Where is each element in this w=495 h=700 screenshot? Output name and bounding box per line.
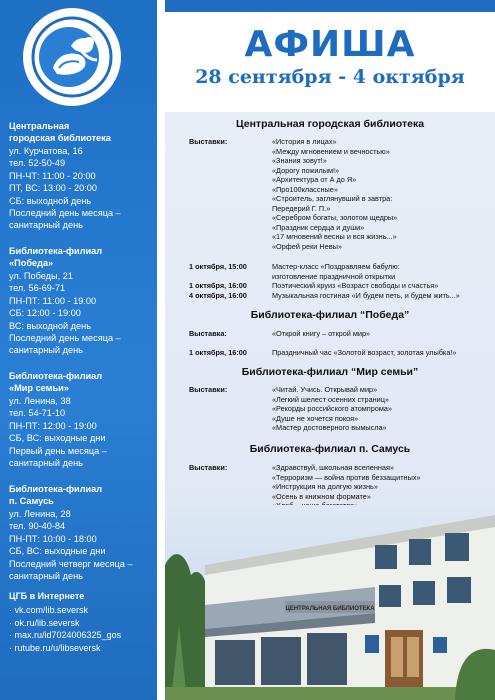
hours: ПН-ПТ: 12:00 - 19:00 — [9, 420, 97, 431]
branch-central — [9, 121, 154, 232]
hours: СБ: выходной день — [9, 195, 92, 206]
hours: ПТ, ВС: 13:00 - 20:00 — [9, 183, 98, 194]
event-label: Выставки: — [189, 463, 228, 472]
link-vk[interactable]: · vk.com/lib.seversk — [9, 604, 154, 616]
internet-title: ЦГБ в Интернете — [9, 591, 85, 601]
library-building-photo — [165, 505, 495, 700]
branch-name: Библиотека-филиал «Мир семьи» — [9, 371, 103, 393]
branch-name: Центральная городская библиотека — [9, 121, 111, 143]
hours: СБ, ВС: выходные дни — [9, 433, 106, 444]
event-text: «История в лицах» «Между мгновением и вечностью» «Знания зовут!» «Дорогу пожилым!» «Архитектура от А до Я» «Про100классные» «Строитель, заглянувший в завтра: Передерий Г. П.» «Серебром богаты, золотом щедры» «Праздник сердца и души» «17 мгновений весны и вся жизнь...» «Орфей реки Невы» — [272, 137, 398, 251]
event-label: Выставка: — [189, 329, 227, 338]
poster-dates: 28 сентября - 4 октября — [195, 66, 465, 88]
hours: ВС: выходной день — [9, 320, 92, 331]
link-ok[interactable]: · ok.ru/lib.seversk — [9, 617, 154, 629]
section-title-pobeda: Библиотека-филиал “Победа” — [250, 309, 410, 321]
sidebar — [0, 0, 157, 700]
address: ул. Победы, 21 — [9, 271, 73, 281]
branch-mir-semyi — [9, 371, 154, 469]
hours: ПН-ПТ: 11:00 - 19:00 — [9, 295, 97, 306]
event-label: 4 октября, 16:00 — [189, 291, 247, 300]
reading-woman-icon — [31, 16, 113, 98]
sanitary-day: санитарный день — [9, 458, 83, 469]
link-max[interactable]: · max.ru/id7024006325_gos — [9, 629, 154, 641]
event-text: «Здравствуй, школьная вселенная» «Терроризм — война против беззащитных» «Инструкция на долгую жизнь» «Осень в книжном формате» — [272, 463, 421, 501]
sanitary-day: санитарный день — [9, 571, 83, 582]
sanitary-day: Последний день месяца – — [9, 333, 121, 344]
section-title-samus: Библиотека-филиал п. Самусь — [249, 443, 411, 455]
sanitary-day: санитарный день — [9, 220, 83, 231]
event-text: Мастер-класс «Поздравляем бабулю: изготовление праздничной открытки — [272, 262, 400, 281]
building-sign-text: ЦЕНТРАЛЬНАЯ БИБЛИОТЕКА — [285, 606, 375, 612]
branch-name: Библиотека-филиал п. Самусь — [9, 484, 103, 506]
sanitary-day: Последний четверг месяца – — [9, 558, 133, 569]
sanitary-day: санитарный день — [9, 345, 83, 356]
section-title-central: Центральная городская библиотека — [235, 118, 425, 130]
event-label: 1 октября, 16:00 — [189, 348, 247, 357]
event-text: «Читай. Учись. Открывай мир» «Легкий шелест осенних страниц» «Рекорды российского атомпрома» «Душе не хочется покоя» «Мастер достоверного вымысла» — [272, 385, 392, 432]
phone: тел. 90-40-84 — [9, 521, 66, 532]
hours: СБ, ВС: выходные дни — [9, 546, 106, 557]
hours: ПН-ЧТ: 11:00 - 20:00 — [9, 170, 96, 181]
phone: тел. 52-50-49 — [9, 158, 66, 169]
address: ул. Курчатова, 16 — [9, 146, 83, 156]
internet-links — [9, 590, 154, 654]
phone: тел. 56-69-71 — [9, 283, 66, 294]
branch-samus — [9, 484, 154, 582]
event-text: «Открой книгу – открой мир» — [272, 329, 371, 338]
phone: тел. 54-71-10 — [9, 408, 66, 419]
sanitary-day: Последний день месяца – — [9, 208, 121, 219]
address: ул. Ленина, 28 — [9, 509, 71, 519]
event-label: Выставки: — [189, 137, 228, 146]
poster-title: АФИША — [244, 24, 416, 65]
main-panel — [165, 0, 495, 700]
event-label: Выставки: — [189, 385, 228, 394]
event-text: Поэтический круиз «Возраст свободы и счастья» — [272, 281, 439, 290]
hours: ПН-ПТ: 10:00 - 18:00 — [9, 533, 97, 544]
top-bar — [165, 0, 495, 12]
library-logo — [23, 8, 121, 106]
address: ул. Ленина, 38 — [9, 396, 71, 406]
event-label: 1 октября, 15:00 — [189, 262, 247, 271]
event-label: 1 октября, 16:00 — [189, 281, 247, 290]
section-title-mir-semyi: Библиотека-филиал “Мир семьи” — [241, 366, 419, 378]
sanitary-day: Первый день месяца – — [9, 445, 107, 456]
event-text: Музыкальная гостиная «И будем петь, и будем жить...» — [272, 291, 460, 300]
branch-name: Библиотека-филиал «Победа» — [9, 246, 103, 268]
branch-pobeda — [9, 246, 154, 357]
hours: СБ: 12:00 - 19:00 — [9, 308, 81, 319]
link-rutube[interactable]: · rutube.ru/u/libseversk — [9, 642, 154, 654]
building-illustration — [165, 505, 495, 700]
event-text: Праздничный час «Золотой возраст, золотая улыбка!» — [272, 348, 457, 357]
